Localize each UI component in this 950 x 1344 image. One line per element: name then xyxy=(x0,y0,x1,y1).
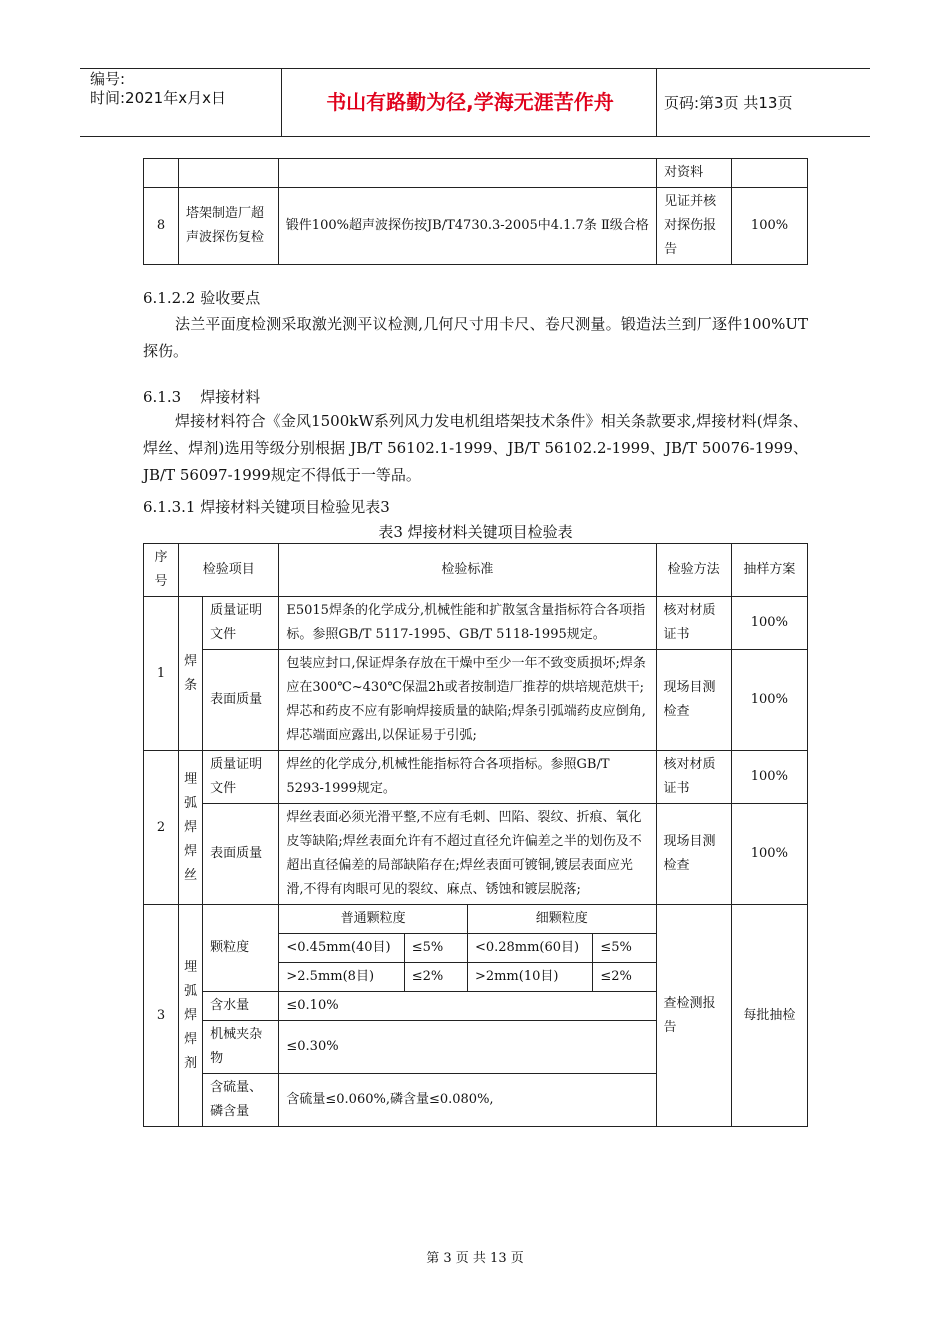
sampling-cell: 每批抽检 xyxy=(731,905,807,1127)
section-heading: 6.1.2.2 验收要点 xyxy=(143,289,261,307)
table-header-row xyxy=(144,544,808,597)
header-divider xyxy=(656,68,657,136)
sampling-cell: 100% xyxy=(731,804,807,905)
standard-cell: 含硫量≤0.060%,磷含量≤0.080%, xyxy=(279,1074,656,1127)
paragraph: 焊接材料符合《金风1500kW系列风力发电机组塔架技术条件》相关条款要求,焊接材料(焊条、焊丝、焊剂)选用等级分别根据 JB/T 56102.1-1999、JB/T 56102.2-1999、JB/T 50076-1999、JB/T 56097-1999规定不得低于一等品。 xyxy=(143,412,808,484)
spec-cell: <0.28mm(60目) xyxy=(467,934,592,963)
standard-cell: E5015焊条的化学成分,机械性能和扩散氢含量指标符合各项指标。参照GB/T 5117-1995、GB/T 5118-1995规定。 xyxy=(279,597,656,650)
header-method: 检验方法 xyxy=(656,544,731,597)
spec-cell: >2mm(10目) xyxy=(467,963,592,992)
table-caption: 表3 焊接材料关键项目检验表 xyxy=(378,523,573,541)
table-continued xyxy=(143,158,808,265)
section-heading: 6.1.3 焊接材料 xyxy=(143,388,261,406)
sampling-cell: 100% xyxy=(731,751,807,804)
table-row xyxy=(144,159,808,188)
sub-item: 质量证明文件 xyxy=(203,751,279,804)
sub-item: 颗粒度 xyxy=(203,905,279,992)
table-row xyxy=(144,804,808,905)
sub-item: 含水量 xyxy=(203,992,279,1021)
standard-cell: 焊丝表面必须光滑平整,不应有毛刺、凹陷、裂纹、折痕、氧化皮等缺陷;焊丝表面允许有不超过直径允许偏差之半的划伤及不超出直径偏差的局部缺陷存在;焊丝表面可镀铜,镀层表面应光滑,不得有肉眼可见的裂纹、麻点、锈蚀和镀层脱落; xyxy=(279,804,656,905)
header-bottom-rule xyxy=(80,136,870,137)
standard-cell: 包装应封口,保证焊条存放在干燥中至少一年不致变质损坏;焊条应在300℃~430℃保温2h或者按制造厂推荐的烘培规范烘干;焊芯和药皮不应有影响焊接质量的缺陷;焊条引弧端药皮应倒角,焊芯端面应露出,以保证易于引弧; xyxy=(279,650,656,751)
header-no: 序号 xyxy=(144,544,179,597)
standard-cell: 焊丝的化学成分,机械性能指标符合各项指标。参照GB/T 5293-1999规定。 xyxy=(279,751,656,804)
header-sampling: 抽样方案 xyxy=(731,544,807,597)
spec-value: ≤2% xyxy=(593,963,656,992)
section-heading: 6.1.3.1 焊接材料关键项目检验见表3 xyxy=(143,498,390,516)
spec-value: ≤5% xyxy=(404,934,467,963)
table-row xyxy=(144,905,808,934)
group-name: 埋弧焊焊丝 xyxy=(184,771,198,883)
standard-cell: 锻件100%超声波探伤按JB/T4730.3-2005中4.1.7条 Ⅱ级合格 xyxy=(278,188,656,265)
row-number: 8 xyxy=(144,188,179,265)
fine-granularity-label: 细颗粒度 xyxy=(467,905,656,934)
method-cell: 见证并核对探伤报告 xyxy=(657,188,732,265)
sub-item: 含硫量、磷含量 xyxy=(203,1074,279,1127)
header-motto: 书山有路勤为径,学海无涯苦作舟 xyxy=(326,90,614,114)
standard-cell: ≤0.10% xyxy=(279,992,656,1021)
table-row xyxy=(144,751,808,804)
method-cell: 核对材质证书 xyxy=(656,597,731,650)
group-name: 埋弧焊焊剂 xyxy=(184,959,198,1071)
table-row xyxy=(144,597,808,650)
header-standard: 检验标准 xyxy=(279,544,656,597)
sampling-cell: 100% xyxy=(732,188,808,265)
row-number: 2 xyxy=(144,751,179,905)
group-name: 焊条 xyxy=(184,653,198,693)
doc-number-label: 编号: xyxy=(90,70,126,88)
row-number: 3 xyxy=(144,905,179,1127)
method-cell: 核对材质证书 xyxy=(656,751,731,804)
method-cell: 现场目测检查 xyxy=(656,650,731,751)
header-page-info: 页码:第3页 共13页 xyxy=(664,94,793,112)
sampling-cell: 100% xyxy=(731,650,807,751)
sampling-cell: 100% xyxy=(731,597,807,650)
header-divider xyxy=(281,68,282,136)
row-number: 1 xyxy=(144,597,179,751)
header-top-rule xyxy=(80,68,870,69)
spec-cell: >2.5mm(8目) xyxy=(279,963,404,992)
method-cell: 查检测报告 xyxy=(656,905,731,1127)
sub-item: 表面质量 xyxy=(203,804,279,905)
sub-item: 质量证明文件 xyxy=(203,597,279,650)
standard-cell: ≤0.30% xyxy=(279,1021,656,1074)
normal-granularity-label: 普通颗粒度 xyxy=(279,905,468,934)
sub-item: 表面质量 xyxy=(203,650,279,751)
table-row xyxy=(144,188,808,265)
item-cell: 塔架制造厂超声波探伤复检 xyxy=(178,188,278,265)
header-left xyxy=(90,70,226,108)
method-cell: 对资料 xyxy=(657,159,732,188)
inspection-table xyxy=(143,543,808,1127)
paragraph: 法兰平面度检测采取激光测平议检测,几何尺寸用卡尺、卷尺测量。锻造法兰到厂逐件100%UT探伤。 xyxy=(143,315,808,360)
spec-value: ≤5% xyxy=(593,934,656,963)
table-row xyxy=(144,650,808,751)
page-footer: 第 3 页 共 13 页 xyxy=(426,1251,524,1266)
spec-value: ≤2% xyxy=(404,963,467,992)
spec-cell: <0.45mm(40目) xyxy=(279,934,404,963)
method-cell: 现场目测检查 xyxy=(656,804,731,905)
doc-time-label: 时间:2021年x月x日 xyxy=(90,89,226,107)
header-item: 检验项目 xyxy=(179,544,279,597)
sub-item: 机械夹杂物 xyxy=(203,1021,279,1074)
